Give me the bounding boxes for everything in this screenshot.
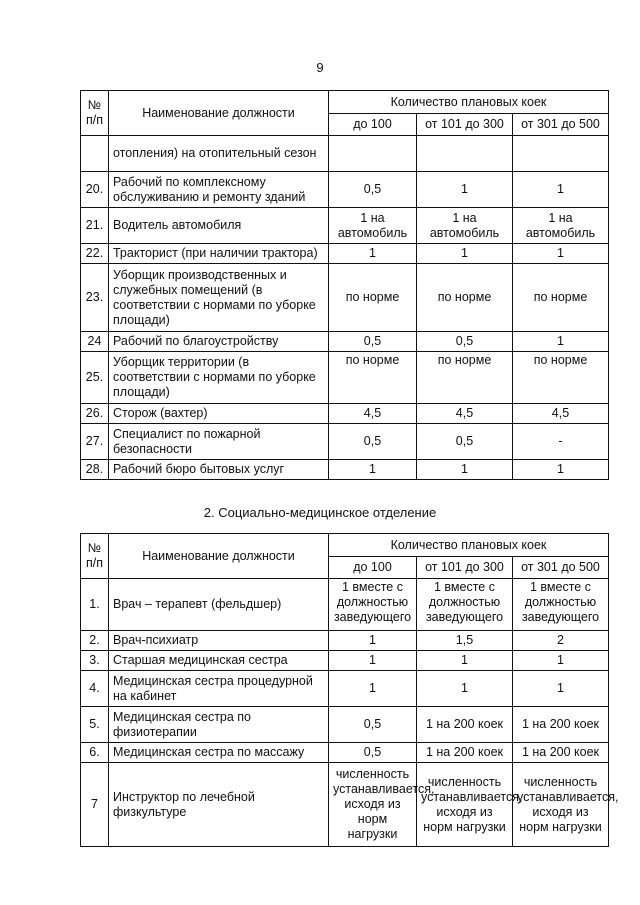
table-row	[81, 743, 609, 763]
value-101-to-300: 1	[417, 172, 513, 208]
row-number: 3.	[81, 651, 109, 671]
value-up-to-100: по норме	[329, 352, 417, 404]
value-up-to-100: 1 вместе с должностью заведующего	[329, 579, 417, 631]
table-row	[81, 244, 609, 264]
value-101-to-300: 1,5	[417, 631, 513, 651]
value-up-to-100: 0,5	[329, 424, 417, 460]
header-position-name: Наименование должности	[109, 534, 329, 579]
value-101-to-300: 1	[417, 244, 513, 264]
staffing-table-continued	[80, 90, 609, 480]
table-row	[81, 264, 609, 332]
row-number: 24	[81, 332, 109, 352]
value-up-to-100: 4,5	[329, 404, 417, 424]
header-301-to-500: от 301 до 500	[513, 557, 609, 579]
header-101-to-300: от 101 до 300	[417, 557, 513, 579]
header-up-to-100: до 100	[329, 114, 417, 136]
value-301-to-500: 1	[513, 671, 609, 707]
value-301-to-500: 1 на автомобиль	[513, 208, 609, 244]
value-101-to-300: 1	[417, 671, 513, 707]
page-number: 9	[316, 60, 324, 75]
row-number: 6.	[81, 743, 109, 763]
header-position-name: Наименование должности	[109, 91, 329, 136]
row-number: 26.	[81, 404, 109, 424]
value-301-to-500: 1	[513, 460, 609, 480]
table-row	[81, 631, 609, 651]
row-number: 22.	[81, 244, 109, 264]
value-301-to-500	[513, 136, 609, 172]
header-number: № п/п	[81, 91, 109, 136]
position-name: Рабочий бюро бытовых услуг	[109, 460, 329, 480]
value-up-to-100	[329, 136, 417, 172]
row-number	[81, 136, 109, 172]
position-name: Рабочий по комплексному обслуживанию и ремонту зданий	[109, 172, 329, 208]
row-number: 21.	[81, 208, 109, 244]
row-number: 5.	[81, 707, 109, 743]
staffing-table-medical	[80, 533, 619, 847]
position-name: Сторож (вахтер)	[109, 404, 329, 424]
value-101-to-300: численность устанавливается, исходя из норм нагрузки	[417, 763, 513, 847]
row-number: 1.	[81, 579, 109, 631]
position-name: отопления) на отопительный сезон	[109, 136, 329, 172]
value-up-to-100: 1	[329, 671, 417, 707]
value-up-to-100: 1	[329, 651, 417, 671]
position-name: Инструктор по лечебной физкультуре	[109, 763, 329, 847]
value-up-to-100: 0,5	[329, 332, 417, 352]
table-row	[81, 579, 609, 631]
value-301-to-500: 1 на 200 коек	[513, 743, 609, 763]
value-301-to-500: численность устанавливается, исходя из норм нагрузки	[513, 763, 609, 847]
value-101-to-300: 1 на 200 коек	[417, 707, 513, 743]
position-name: Медицинская сестра по физиотерапии	[109, 707, 329, 743]
table-row	[81, 424, 609, 460]
row-number: 20.	[81, 172, 109, 208]
value-101-to-300: 1	[417, 651, 513, 671]
table-row	[81, 707, 609, 743]
position-name: Уборщик производственных и служебных помещений (в соответствии с нормами по уборке площади)	[109, 264, 329, 332]
value-up-to-100: 1	[329, 631, 417, 651]
value-301-to-500: 1	[513, 244, 609, 264]
value-101-to-300: по норме	[417, 264, 513, 332]
table-row	[81, 763, 609, 847]
value-101-to-300: 1 на автомобиль	[417, 208, 513, 244]
position-name: Медицинская сестра по массажу	[109, 743, 329, 763]
value-up-to-100: 0,5	[329, 172, 417, 208]
value-101-to-300: 4,5	[417, 404, 513, 424]
header-301-to-500: от 301 до 500	[513, 114, 609, 136]
row-number: 2.	[81, 631, 109, 651]
value-up-to-100: 0,5	[329, 707, 417, 743]
header-101-to-300: от 101 до 300	[417, 114, 513, 136]
position-name: Старшая медицинская сестра	[109, 651, 329, 671]
row-number: 7	[81, 763, 109, 847]
value-up-to-100: 1 на автомобиль	[329, 208, 417, 244]
position-name: Медицинская сестра процедурной на кабинет	[109, 671, 329, 707]
table-row	[81, 651, 609, 671]
value-101-to-300: 1 вместе с должностью заведующего	[417, 579, 513, 631]
value-101-to-300: 0,5	[417, 332, 513, 352]
value-301-to-500: по норме	[513, 264, 609, 332]
position-name: Водитель автомобиля	[109, 208, 329, 244]
table-row	[81, 404, 609, 424]
value-up-to-100: по норме	[329, 264, 417, 332]
position-name: Тракторист (при наличии трактора)	[109, 244, 329, 264]
row-number: 4.	[81, 671, 109, 707]
value-301-to-500: по норме	[513, 352, 609, 404]
position-name: Специалист по пожарной безопасности	[109, 424, 329, 460]
value-101-to-300: 1	[417, 460, 513, 480]
row-number: 23.	[81, 264, 109, 332]
value-301-to-500: 1 на 200 коек	[513, 707, 609, 743]
value-301-to-500: 4,5	[513, 404, 609, 424]
row-number: 27.	[81, 424, 109, 460]
row-number: 25.	[81, 352, 109, 404]
row-number: 28.	[81, 460, 109, 480]
value-301-to-500: 1	[513, 651, 609, 671]
table-row	[81, 208, 609, 244]
header-planned-beds: Количество плановых коек	[329, 534, 609, 557]
value-101-to-300: по норме	[417, 352, 513, 404]
table-row	[81, 332, 609, 352]
value-up-to-100: 1	[329, 244, 417, 264]
position-name: Врач-психиатр	[109, 631, 329, 651]
section-title: 2. Социально-медицинское отделение	[203, 505, 437, 520]
header-number: № п/п	[81, 534, 109, 579]
value-101-to-300: 1 на 200 коек	[417, 743, 513, 763]
value-up-to-100: 0,5	[329, 743, 417, 763]
value-301-to-500: 1	[513, 172, 609, 208]
value-301-to-500: 1	[513, 332, 609, 352]
table-row	[81, 352, 609, 404]
table-row	[81, 460, 609, 480]
table-row	[81, 671, 609, 707]
header-planned-beds: Количество плановых коек	[329, 91, 609, 114]
position-name: Рабочий по благоустройству	[109, 332, 329, 352]
value-301-to-500: -	[513, 424, 609, 460]
position-name: Уборщик территории (в соответствии с нормами по уборке площади)	[109, 352, 329, 404]
position-name: Врач – терапевт (фельдшер)	[109, 579, 329, 631]
value-up-to-100: численность устанавливается, исходя из норм нагрузки	[329, 763, 417, 847]
table-row	[81, 136, 609, 172]
header-up-to-100: до 100	[329, 557, 417, 579]
table-row	[81, 172, 609, 208]
value-up-to-100: 1	[329, 460, 417, 480]
value-301-to-500: 1 вместе с должностью заведующего	[513, 579, 609, 631]
value-301-to-500: 2	[513, 631, 609, 651]
value-101-to-300	[417, 136, 513, 172]
value-101-to-300: 0,5	[417, 424, 513, 460]
